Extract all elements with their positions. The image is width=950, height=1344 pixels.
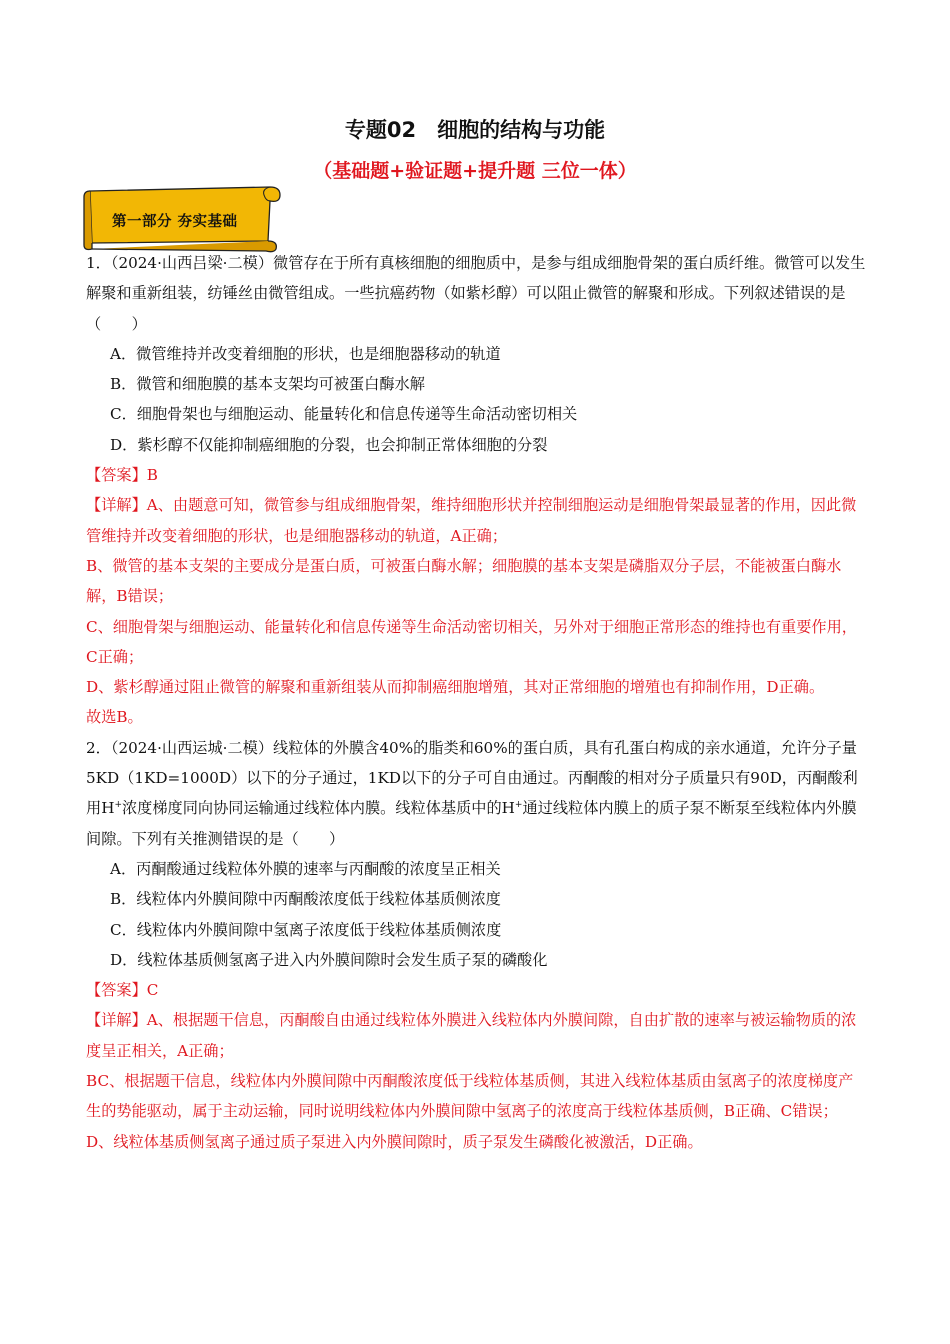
q1-option-c: C．细胞骨架也与细胞运动、能量转化和信息传递等生命活动密切相关: [110, 405, 578, 424]
q1-detail-c: C、细胞骨架与细胞运动、能量转化和信息传递等生命活动密切相关，另外对于细胞正常形态的维持也有重要作用，C正确；: [86, 617, 857, 666]
question-2-stem: [86, 733, 868, 854]
detail-text: A、由题意可知，微管参与组成细胞骨架，维持细胞形状并控制细胞运动是细胞骨架最显著的作用，因此微管维持并改变着细胞的形状，也是细胞器移动的轨道，A正确；: [86, 496, 857, 545]
answer-label: 【答案】: [86, 466, 147, 485]
q2-stem-part-b: 浓度梯度同向协同运输通过线粒体内膜。线粒体基质中的H: [121, 799, 515, 818]
q2-stem-part-a: 2．（2024·山西运城·二模）线粒体的外膜含40%的脂类和60%的蛋白质，具有孔蛋白构成的亲水通道，允许分子量5KD（1KD=1000D）以下的分子通过，1KD以下的分子可自由通过。丙酮酸的相对分子质量只有90D，丙酮酸利用H: [86, 738, 858, 818]
q1-detail-a: [86, 490, 868, 551]
document-content: [86, 248, 868, 1157]
page-title: 专题02 细胞的结构与功能: [344, 118, 606, 142]
section-label: 第一部分 夯实基础: [112, 214, 238, 230]
q1-conclusion: 故选B。: [86, 708, 143, 727]
q1-option-b: B．微管和细胞膜的基本支架均可被蛋白酶水解: [110, 375, 425, 394]
detail-label: 【详解】: [86, 1011, 147, 1030]
q1-answer: [86, 460, 868, 490]
superscript-plus: +: [114, 800, 122, 811]
q1-option-d: D．紫杉醇不仅能抑制癌细胞的分裂，也会抑制正常体细胞的分裂: [110, 435, 548, 454]
detail-label: 【详解】: [86, 496, 147, 515]
q1-detail-d: D、紫杉醇通过阻止微管的解聚和重新组装从而抑制癌细胞增殖，其对正常细胞的增殖也有抑制作用，D正确。: [86, 678, 825, 697]
q2-option-a: A．丙酮酸通过线粒体外膜的速率与丙酮酸的浓度呈正相关: [110, 859, 501, 878]
page-subtitle: （基础题+验证题+提升题 三位一体）: [313, 160, 637, 182]
q2-detail-d: D、线粒体基质侧氢离子通过质子泵进入内外膜间隙时，质子泵发生磷酸化被激活，D正确。: [86, 1132, 703, 1151]
q2-option-b: B．线粒体内外膜间隙中丙酮酸浓度低于线粒体基质侧浓度: [110, 890, 501, 909]
q2-stem-part-c: 通过线粒体内膜上的质子泵不断泵至线粒体内外膜间隙。下列有关推测错误的是（ ）: [86, 799, 857, 848]
q1-option-a: A．微管维持并改变着细胞的形状，也是细胞器移动的轨道: [110, 344, 501, 363]
detail-text: A、根据题干信息，丙酮酸自由通过线粒体外膜进入线粒体内外膜间隙，自由扩散的速率与被运输物质的浓度呈正相关，A正确；: [86, 1011, 857, 1060]
q2-option-c: C．线粒体内外膜间隙中氢离子浓度低于线粒体基质侧浓度: [110, 920, 502, 939]
superscript-plus: +: [514, 800, 523, 811]
q2-detail-bc: BC、根据题干信息，线粒体内外膜间隙中丙酮酸浓度低于线粒体基质侧，其进入线粒体基质由氢离子的浓度梯度产生的势能驱动，属于主动运输，同时说明线粒体内外膜间隙中氢离子的浓度高于线粒体基质侧，B正确、C错误；: [86, 1072, 854, 1121]
q1-detail-b: B、微管的基本支架的主要成分是蛋白质，可被蛋白酶水解；细胞膜的基本支架是磷脂双分子层，不能被蛋白酶水解，B错误；: [86, 556, 842, 606]
q2-answer: [86, 975, 868, 1005]
answer-label: 【答案】: [86, 981, 147, 1000]
question-1-stem: 1．（2024·山西吕梁·二模）微管存在于所有真核细胞的细胞质中，是参与组成细胞骨架的蛋白质纤维。微管可以发生解聚和重新组装，纺锤丝由微管组成。一些抗癌药物（如紫杉醇）可以阻止微管的解聚和形成。下列叙述错误的是（ ）: [86, 254, 866, 333]
q2-detail-a: [86, 1005, 868, 1066]
answer-value: C: [146, 981, 159, 1000]
q2-option-d: D．线粒体基质侧氢离子进入内外膜间隙时会发生质子泵的磷酸化: [110, 950, 548, 969]
answer-value: B: [146, 466, 158, 485]
